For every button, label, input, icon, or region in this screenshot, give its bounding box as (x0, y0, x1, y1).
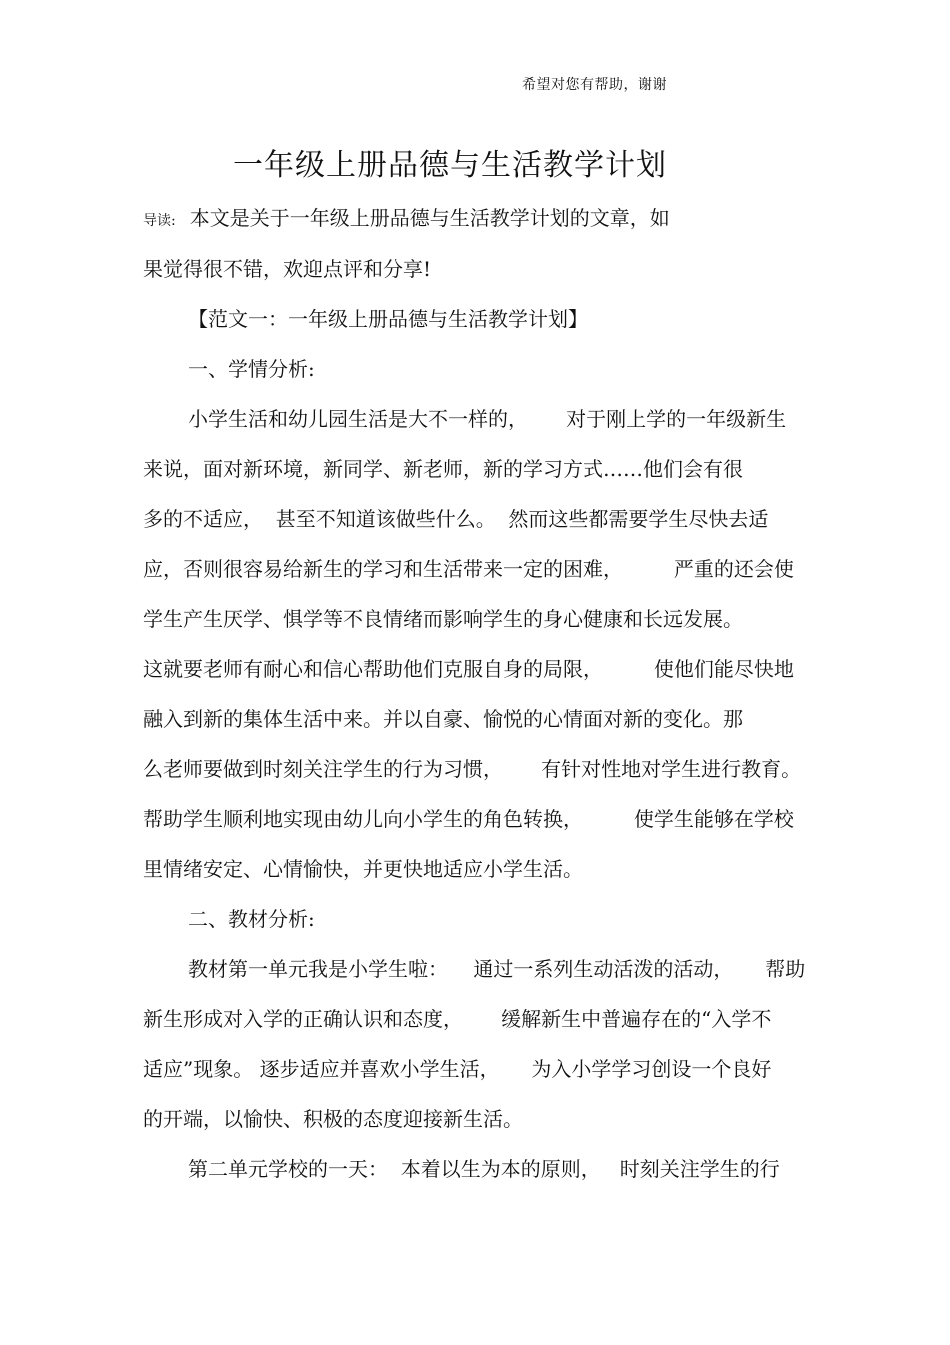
paragraph-line: 适应”现象。 逐步适应并喜欢小学生活， 为入小学学习创设一个良好 (143, 1057, 772, 1081)
intro-line-2: 果觉得很不错，欢迎点评和分享! (143, 257, 432, 281)
intro-line-1 (143, 204, 670, 235)
paragraph-line: 学生产生厌学、惧学等不良情绪而影响学生的身心健康和长远发展。 (143, 607, 743, 631)
paragraph-line: 的开端，以愉快、积极的态度迎接新生活。 (143, 1107, 523, 1131)
document-title: 一年级上册品德与生活教学计划 (233, 148, 667, 183)
paragraph-line: 来说，面对新环境，新同学、新老师，新的学习方式……他们会有很 (143, 457, 743, 481)
paragraph-line: 里情绪安定、心情愉快，并更快地适应小学生活。 (143, 857, 583, 881)
paragraph-line: 融入到新的集体生活中来。并以自豪、愉悦的心情面对新的变化。那 (143, 707, 743, 731)
paragraph-line: 多的不适应， 甚至不知道该做些什么。 然而这些都需要学生尽快去适 (143, 507, 769, 531)
header-note: 希望对您有帮助，谢谢 (522, 77, 667, 93)
section2-heading: 二、教材分析: (188, 907, 315, 931)
paragraph-line: 帮助学生顺利地实现由幼儿向小学生的角色转换， 使学生能够在学校 (143, 807, 794, 831)
paragraph-line: 新生形成对入学的正确认识和态度， 缓解新生中普遍存在的“入学不 (143, 1007, 772, 1031)
paragraph-line: 应，否则很容易给新生的学习和生活带来一定的困难， 严重的还会使 (143, 557, 794, 581)
sample-heading: 【范文一：一年级上册品德与生活教学计划】 (188, 307, 588, 331)
paragraph-line: 这就要老师有耐心和信心帮助他们克服自身的局限， 使他们能尽快地 (143, 657, 794, 681)
intro-label: 导读: (143, 213, 176, 229)
paragraph-line: 第二单元学校的一天： 本着以生为本的原则， 时刻关注学生的行 (188, 1157, 780, 1181)
paragraph-line: 教材第一单元我是小学生啦： 通过一系列生动活泼的活动， 帮助 (188, 957, 806, 981)
paragraph-line: 小学生活和幼儿园生活是大不一样的， 对于刚上学的一年级新生 (188, 407, 787, 431)
section1-heading: 一、学情分析: (188, 357, 315, 381)
intro-text-1: 本文是关于一年级上册品德与生活教学计划的文章，如 (189, 206, 670, 230)
paragraph-line: 么老师要做到时刻关注学生的行为习惯， 有针对性地对学生进行教育。 (143, 757, 802, 781)
